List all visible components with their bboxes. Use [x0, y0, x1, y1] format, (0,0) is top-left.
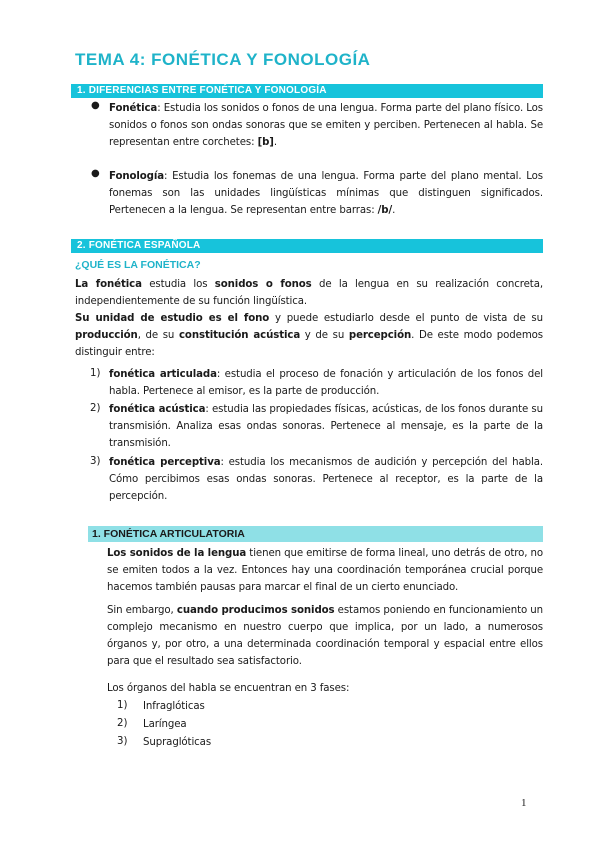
unidad-estudio-paragraph: Su unidad de estudio es el fono y puede estudiarlo desde el punto de vista de su producción, de su constitución acústica y de su percepción. De este modo podemos distinguir entre:: [75, 313, 543, 358]
page-title: TEMA 4: FONÉTICA Y FONOLOGÍA: [75, 50, 371, 69]
subheading-que-es: ¿QUÉ ES LA FONÉTICA?: [75, 259, 201, 271]
section-header-diferencias: 1. DIFERENCIAS ENTRE FONÉTICA Y FONOLOGÍA: [71, 84, 543, 98]
phase-item-supragloticas: Supraglóticas: [143, 737, 212, 748]
list-item-number: 3): [90, 456, 101, 467]
list-item-fonetica-acustica: fonética acústica: estudia las propiedades físicas, acústicas, de los fonos durante su transmisión. Analiza esas ondas sonoras. Pertenece al mensaje, es la parte de la transmisión.: [109, 404, 543, 449]
phase-number: 3): [117, 736, 128, 747]
fonetica-definition: Fonética: Estudia los sonidos o fonos de una lengua. Forma parte del plano físico. Los sonidos o fonos son ondas sonoras que se emiten y perciben. Pertenecen al habla. Se representan entre corchetes: [b].: [109, 103, 543, 148]
phase-number: 2): [117, 718, 128, 729]
list-item-fonetica-perceptiva: fonética perceptiva: estudia los mecanismos de audición y percepción del habla. Cómo percibimos esas ondas sonoras. Pertenece al receptor, es la parte de la percepción.: [109, 457, 543, 502]
phase-number: 1): [117, 700, 128, 711]
list-item-fonetica-articulada: fonética articulada: estudia el proceso de fonación y articulación de los fonos del habla. Pertenece al emisor, es la parte de producción.: [109, 369, 543, 397]
phase-item-laringea: Laríngea: [143, 719, 187, 730]
sonidos-lengua-paragraph: Los sonidos de la lengua tienen que emitirse de forma lineal, uno detrás de otro, no se emiten todos a la vez. Entonces hay una coordinación temporánea crucial porque hacemos también pausas para marcar el final de un cierto enunciado.: [107, 548, 543, 593]
list-item-number: 1): [90, 368, 101, 379]
fonetica-intro-paragraph: La fonética estudia los sonidos o fonos de la lengua en su realización concreta, independientemente de su función lingüística.: [75, 279, 543, 307]
fonologia-definition: Fonología: Estudia los fonemas de una lengua. Forma parte del plano mental. Los fonemas son las unidades lingüísticas mínimas que distinguen significados. Pertenecen a la lengua. Se representan entre barras: /b/.: [109, 171, 543, 216]
section-header-fonetica-articulatoria: 1. FONÉTICA ARTICULATORIA: [88, 526, 543, 542]
section-header-fonetica-espanola: 2. FONÉTICA ESPAÑOLA: [71, 239, 543, 253]
bullet-icon: ●: [91, 168, 100, 179]
organos-habla-paragraph: Los órganos del habla se encuentran en 3 fases:: [107, 683, 350, 694]
list-item-number: 2): [90, 403, 101, 414]
phase-item-infragloticas: Infraglóticas: [143, 701, 205, 712]
page-number: 1: [521, 797, 527, 809]
producimos-sonidos-paragraph: Sin embargo, cuando producimos sonidos estamos poniendo en funcionamiento un complejo mecanismo en nuestro cuerpo que implica, por un lado, a numerosos órganos y, por otro, a una determinada coordinación temporal y espacial entre ellos para que el resultado sea satisfactorio.: [107, 605, 543, 667]
bullet-icon: ●: [91, 100, 100, 111]
